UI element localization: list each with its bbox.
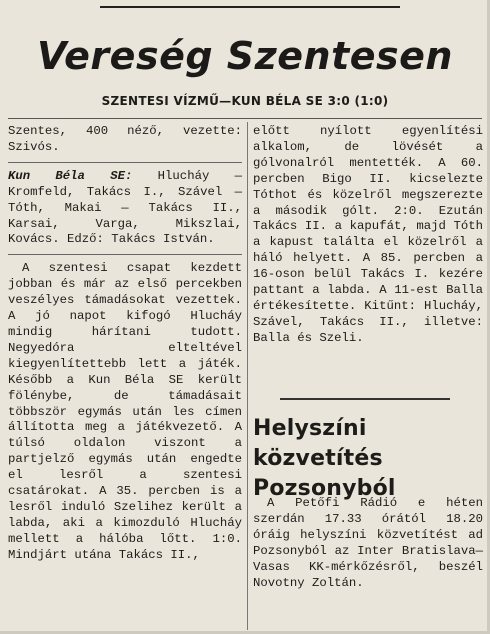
lineup-text: Hlucháy — Kromfeld, Takács I., Szável — Tóth, Makai — Takács II., Karsai, Varga, Mikszlai, Kovács. Edző: Takács István. <box>8 168 242 247</box>
top-rule <box>100 6 400 8</box>
article-headline: Vereség Szentesen <box>37 34 453 78</box>
match-result-subheadline: SZENTESI VÍZMŰ—KUN BÉLA SE 3:0 (1:0) <box>101 94 389 108</box>
subheadline-rule <box>8 118 482 119</box>
match-meta-text: Szentes, 400 néző, vezette: Szivós. <box>8 124 242 154</box>
report-paragraph-continued: előtt nyílott egyenlítési alkalom, de lövését a gólvonalról mentették. A 60. percben Bigo II. kicselezte Tóthot és közelről megszerezte a második gólt. 2:0. Ezután Takács II. a kapufát, majd Tóth a kapust találta el közelről a háló helyett. A 85. percben a 16-oson belül Takács I. kezére pattant a labda. A 11-est Balla értékesítette. Kitűnt: Hlucháy, Szável, Takács II., illetve: Balla és Szeli. <box>253 124 483 345</box>
lineup-team-label: Kun Béla SE: <box>8 168 133 183</box>
right-column <box>253 124 483 347</box>
left-column <box>8 124 242 564</box>
column-divider <box>247 122 248 630</box>
box-body-text: A Petőfi Rádió e héten szerdán 17.33 órától 18.20 óráig helyszíni közvetítést ad Pozsonyból az Inter Bratislava—Vasas KK-mérkőzésről, beszél Novotny Zoltán. <box>253 496 483 590</box>
box-headline: Helyszíni közvetítés Pozsonyból <box>253 416 396 501</box>
match-meta <box>8 124 242 156</box>
box-body <box>253 496 483 591</box>
lineup <box>8 169 242 249</box>
lineup-separator <box>8 254 242 255</box>
report-paragraph: A szentesi csapat kezdett jobban és már az első percekben veszélyes támadásokat vezettek. A jó napot kifogó Hlucháy mindig hárítani tudott. Negyedóra elteltével kiegyenlítettebb lett a játék. Később a Kun Béla SE került fölénybe, de támadásait többször egymás után les címen állította meg a játékvezető. A túlsó oldalon viszont a partjelző egymás után engedte el lesről a szentesi csatárokat. A 35. percben is a lesről induló Szelihez került a labda, aki a kimozduló Hlucháy mellett a hálóba lőtt. 1:0. Mindjárt utána Takács II., <box>8 261 242 562</box>
box-top-rule <box>280 398 450 400</box>
meta-separator <box>8 162 242 163</box>
